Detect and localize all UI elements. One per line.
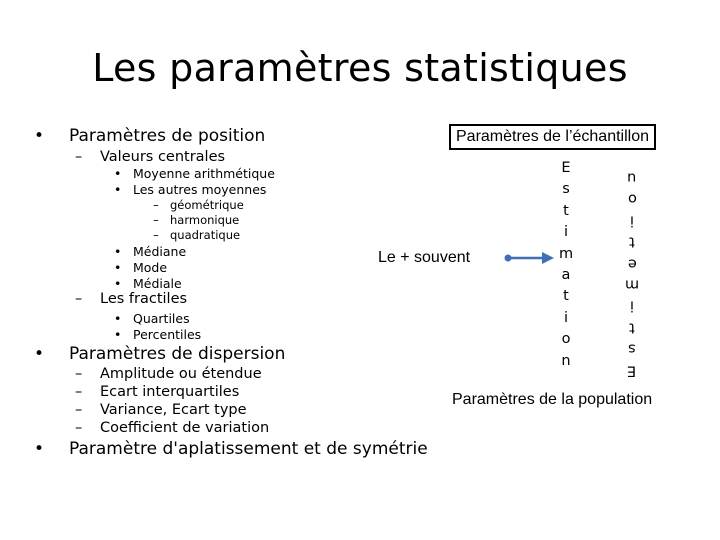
estimation-letter: E xyxy=(561,160,571,176)
page-title: Les paramètres statistiques xyxy=(92,46,628,90)
estimation-letter: o xyxy=(561,331,571,348)
estimation-reversed-letter: E xyxy=(627,362,637,379)
list-item-label: harmonique xyxy=(170,213,240,227)
le-plus-souvent-label: Le + souvent xyxy=(378,249,471,266)
list-item-label: Médiane xyxy=(133,244,187,259)
dash-icon: – xyxy=(75,402,83,418)
bullet-icon: • xyxy=(114,182,122,197)
bracket-line xyxy=(540,150,680,390)
list-item-label: Amplitude ou étendue xyxy=(100,366,262,382)
dash-icon: – xyxy=(75,384,83,400)
estimation-letter: s xyxy=(562,181,570,198)
section-heading: Paramètres de position xyxy=(69,126,266,146)
estimation-reversed-letter: t xyxy=(629,319,635,336)
list-item-label: Mode xyxy=(133,260,168,275)
bullet-icon: • xyxy=(114,327,122,342)
bullet-icon: • xyxy=(34,344,45,364)
estimation-reversed-letter: e xyxy=(627,255,637,272)
list-item-label: Variance, Ecart type xyxy=(100,402,247,418)
estimation-letter: i xyxy=(563,224,569,241)
estimation-letter: n xyxy=(561,352,571,369)
bullet-icon: • xyxy=(34,126,45,146)
list-item-label: Ecart interquartiles xyxy=(100,384,240,400)
estimation-letter: i xyxy=(563,309,569,326)
section-heading: Paramètre d'aplatissement et de symétrie xyxy=(69,439,428,459)
dash-icon: – xyxy=(75,149,83,165)
bullet-icon: • xyxy=(114,276,122,291)
list-item-label: Quartiles xyxy=(133,311,190,326)
dash-icon: – xyxy=(153,213,159,227)
bullet-icon: • xyxy=(114,311,122,326)
estimation-reversed-letter: m xyxy=(624,276,640,293)
estimation-letter: m xyxy=(558,245,574,262)
list-item-label: Valeurs centrales xyxy=(100,149,226,165)
list-item-label: géométrique xyxy=(170,198,244,212)
bullet-icon: • xyxy=(114,166,122,181)
dash-icon: – xyxy=(153,198,159,212)
population-label: Paramètres de la population xyxy=(452,391,653,408)
estimation-letter: t xyxy=(563,202,569,219)
list-item-label: Les fractiles xyxy=(100,291,188,307)
list-item-label: Percentiles xyxy=(133,327,202,342)
dash-icon: – xyxy=(75,291,83,307)
dash-icon: – xyxy=(75,366,83,382)
estimation-reversed-letter: i xyxy=(629,297,635,314)
estimation-reversed-letter: o xyxy=(627,190,637,207)
estimation-reversed-letter: s xyxy=(628,340,636,357)
estimation-reversed-letter: u xyxy=(627,169,637,186)
bullet-icon: • xyxy=(34,439,45,459)
list-item-label: Coefficient de variation xyxy=(100,420,270,436)
dash-icon: – xyxy=(153,228,159,242)
estimation-reversed-letter: i xyxy=(629,212,635,229)
echantillon-box: Paramètres de l’échantillon xyxy=(449,124,656,150)
list-item-label: Moyenne arithmétique xyxy=(133,166,275,181)
section-heading: Paramètres de dispersion xyxy=(69,344,286,364)
bullet-icon: • xyxy=(114,260,122,275)
dash-icon: – xyxy=(75,420,83,436)
estimation-letter: t xyxy=(563,288,569,305)
list-item-label: Les autres moyennes xyxy=(133,182,267,197)
bullet-icon: • xyxy=(114,244,122,259)
list-item-label: Médiale xyxy=(133,276,182,291)
list-item-label: quadratique xyxy=(170,228,241,242)
estimation-letter: a xyxy=(561,267,571,284)
estimation-reversed-letter: t xyxy=(629,233,635,250)
